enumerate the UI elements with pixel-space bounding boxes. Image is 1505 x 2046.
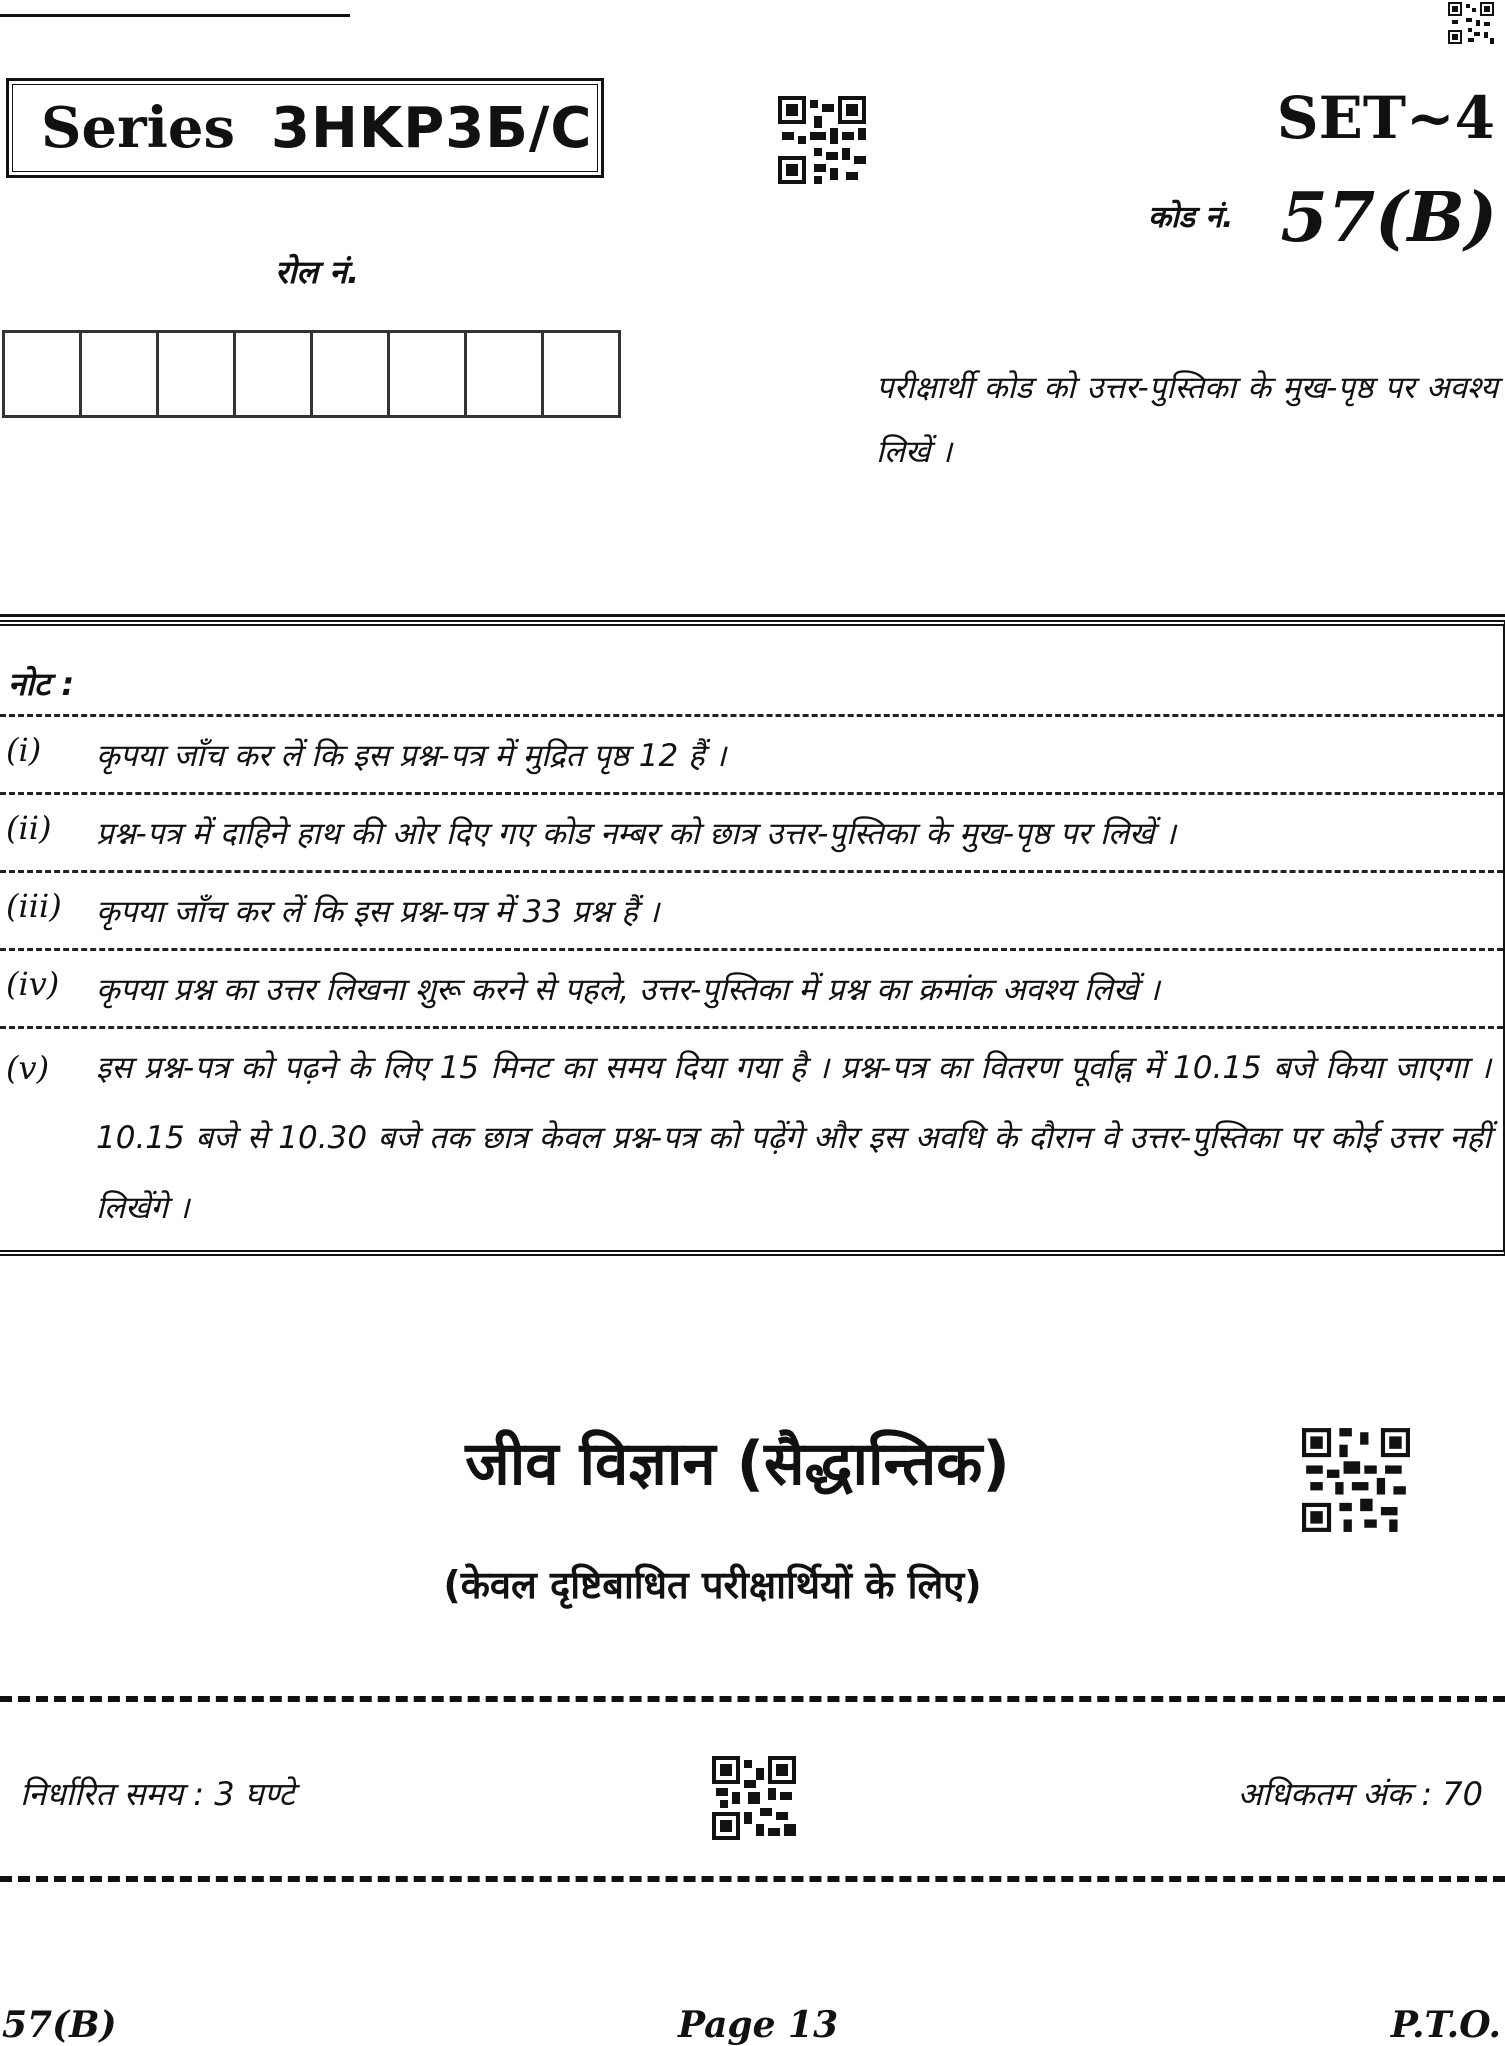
subject-subtitle: (केवल दृष्टिबाधित परीक्षार्थियों के लिए) xyxy=(443,1563,982,1607)
note-item xyxy=(0,1026,1503,1247)
note-item xyxy=(0,714,1503,795)
code-instruction: परीक्षार्थी कोड को उत्तर-पुस्तिका के मुख-पृष्ठ पर अवश्य लिखें । xyxy=(876,370,1498,470)
roll-number-boxes xyxy=(2,330,621,418)
note-text: प्रश्न-पत्र में दाहिने हाथ की ओर दिए गए कोड नम्बर को छात्र उत्तर-पुस्तिका के मुख-पृष्ठ पर लिखें । xyxy=(96,816,1176,852)
note-number: (ii) xyxy=(6,809,52,847)
notes-box xyxy=(0,620,1505,1256)
note-item xyxy=(0,792,1503,873)
maximum-marks: अधिकतम अंक : 70 xyxy=(1237,1775,1483,1813)
roll-number-label: रोल नं. xyxy=(275,253,360,291)
set-label: SET~4 xyxy=(1276,84,1495,152)
footer-code: 57(B) xyxy=(2,2004,117,2046)
footer-page-number: Page 13 xyxy=(678,2004,839,2046)
roll-number-box[interactable] xyxy=(544,333,618,415)
note-item xyxy=(0,870,1503,951)
qr-code-icon xyxy=(1448,2,1494,44)
roll-number-box[interactable] xyxy=(467,333,544,415)
dashed-separator xyxy=(0,1876,1505,1882)
series-code: 3HKP3Б/C xyxy=(271,95,593,161)
roll-number-box[interactable] xyxy=(236,333,313,415)
note-text: कृपया प्रश्न का उत्तर लिखना शुरू करने से पहले, उत्तर-पुस्तिका में प्रश्न का क्रमांक अवश्य लिखें । xyxy=(96,972,1160,1008)
roll-number-box[interactable] xyxy=(5,333,82,415)
notes-title: नोट : xyxy=(8,665,75,703)
time-allowed: निर्धारित समय : 3 घण्टे xyxy=(20,1775,295,1813)
note-item xyxy=(0,948,1503,1029)
code-label: कोड नं. xyxy=(1148,200,1234,235)
note-text: कृपया जाँच कर लें कि इस प्रश्न-पत्र में मुद्रित पृष्ठ 12 हैं । xyxy=(96,738,727,774)
roll-number-box[interactable] xyxy=(159,333,236,415)
dashed-separator xyxy=(0,1696,1505,1702)
qr-code-icon xyxy=(778,96,866,184)
roll-number-box[interactable] xyxy=(82,333,159,415)
subject-title: जीव विज्ञान (सैद्धान्तिक) xyxy=(465,1429,1010,1499)
roll-number-box[interactable] xyxy=(313,333,390,415)
code-value: 57(B) xyxy=(1280,178,1497,258)
qr-code-icon xyxy=(712,1756,796,1840)
top-rule xyxy=(0,14,350,17)
roll-number-box[interactable] xyxy=(390,333,467,415)
qr-code-icon xyxy=(1302,1428,1410,1532)
note-text: इस प्रश्न-पत्र को पढ़ने के लिए 15 मिनट का समय दिया गया है । प्रश्न-पत्र का वितरण पूर्वाह्न में 10.15 बजे किया जाएगा । 10.15 बजे से 10.30 बजे तक छात्र केवल प्रश्न-पत्र को पढ़ेंगे और इस अवधि के दौरान वे उत्तर-पुस्तिका पर कोई उत्तर नहीं लिखेंगे । xyxy=(96,1050,1491,1226)
series-label: Series xyxy=(41,95,236,161)
footer-pto: P.T.O. xyxy=(1390,2004,1501,2046)
note-number: (i) xyxy=(6,731,42,769)
note-number: (v) xyxy=(6,1049,50,1087)
note-text: कृपया जाँच कर लें कि इस प्रश्न-पत्र में 33 प्रश्न हैं । xyxy=(96,894,660,930)
series-box xyxy=(6,78,604,178)
note-number: (iv) xyxy=(6,965,60,1003)
note-number: (iii) xyxy=(6,887,62,925)
